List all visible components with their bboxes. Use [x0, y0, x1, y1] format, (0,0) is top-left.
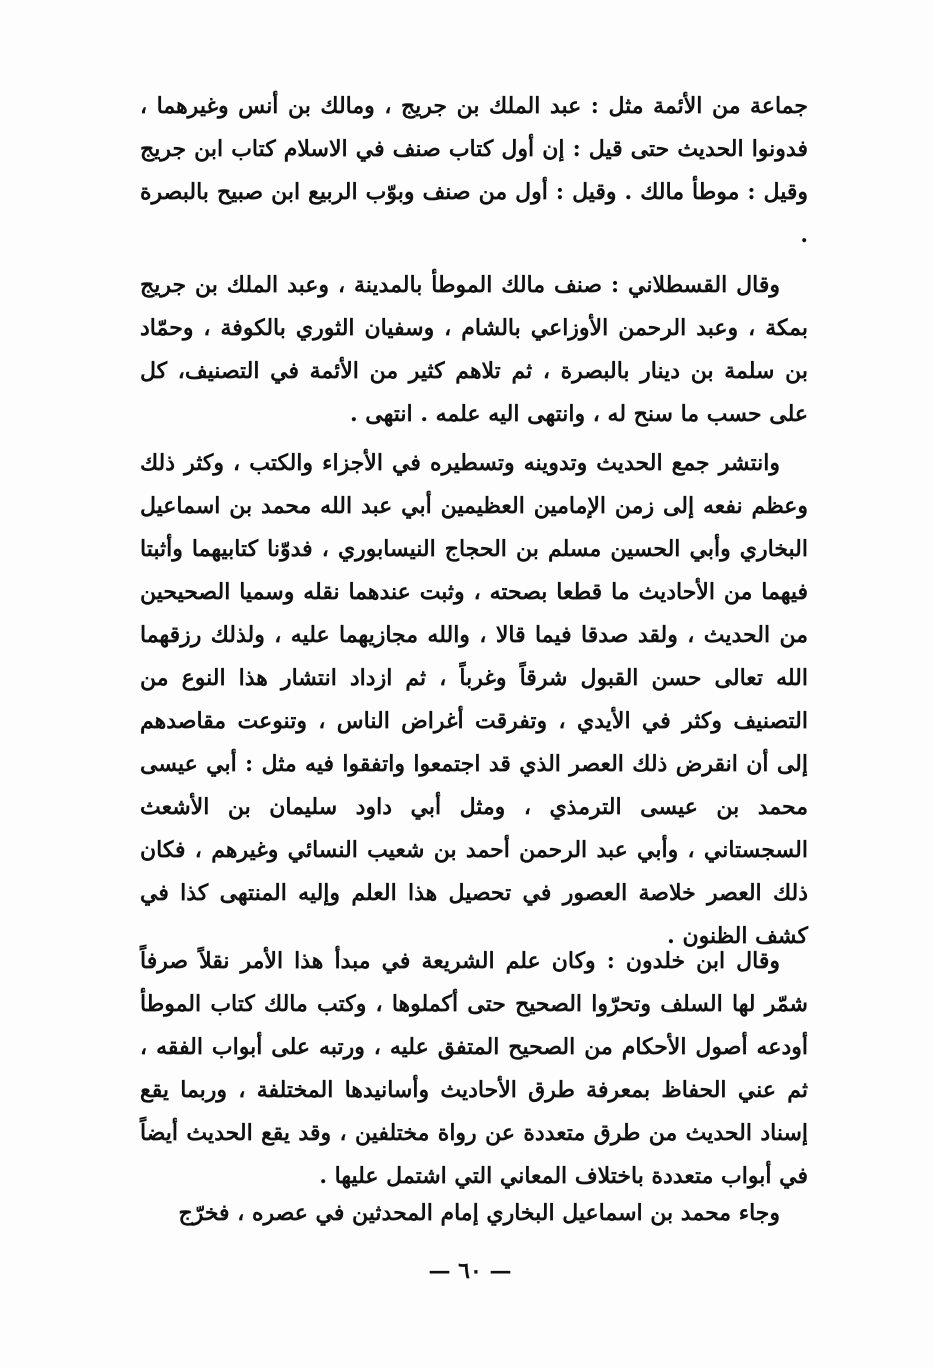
paragraph-1: [140, 85, 808, 257]
paragraph-2: [140, 264, 808, 436]
paragraph-text: وقال ابن خلدون : وكان علم الشريعة في مبدأ هذا الأمر نقلاً صرفاً شمّر لها السلف وتحرّوا الصحيح حتى أكملوها ، وكتب مالك كتاب الموطأ أودعه أصول الأحكام من الصحيح المتفق عليه ، ورتبه على أبواب الفقه ، ثم عني الحفاظ بمعرفة طرق الأحاديث وأسانيدها المختلفة ، وربما يقع إسناد الحديث من طرق متعددة عن رواة مختلفين ، وقد يقع الحديث أيضاً في أبواب متعددة باختلاف المعاني التي اشتمل عليها .: [140, 948, 808, 1189]
paragraph-4: [140, 940, 808, 1198]
paragraph-3: [140, 442, 808, 958]
page-number: — ٦٠ —: [428, 1258, 512, 1284]
paragraph-text: وانتشر جمع الحديث وتدوينه وتسطيره في الأجزاء والكتب ، وكثر ذلك وعظم نفعه إلى زمن الإمامين العظيمين أبي عبد الله محمد بن اسماعيل البخاري وأبي الحسين مسلم بن الحجاج النيسابوري ، فدوّنا كتابيهما وأثبتا فيهما من الأحاديث ما قطعا بصحته ، وثبت عندهما نقله وسميا الصحيحين من الحديث ، ولقد صدقا فيما قالا ، والله مجازيهما عليه ، ولذلك رزقهما الله تعالى حسن القبول شرقاً وغرباً ، ثم ازداد انتشار هذا النوع من التصنيف وكثر في الأيدي ، وتفرقت أغراض الناس ، وتنوعت مقاصدهم إلى أن انقرض ذلك العصر الذي قد اجتمعوا واتفقوا فيه مثل : أبي عيسى محمد بن عيسى الترمذي ، ومثل أبي داود سليمان بن الأشعث السجستاني ، وأبي عبد الرحمن أحمد بن شعيب النسائي وغيرهم ، فكان ذلك العصر خلاصة العصور في تحصيل هذا العلم وإليه المنتهى كذا في كشف الظنون .: [140, 450, 808, 949]
paragraph-5: [140, 1192, 808, 1235]
paragraph-text: جماعة من الأئمة مثل : عبد الملك بن جريج ، ومالك بن أنس وغيرهما ، فدونوا الحديث حتى قيل : إن أول كتاب صنف في الاسلام كتاب ابن جريج وقيل : موطأ مالك . وقيل : أول من صنف وبوّب الربيع ابن صبيح بالبصرة .: [140, 93, 808, 248]
paragraph-text: وجاء محمد بن اسماعيل البخاري إمام المحدثين في عصره ، فخرّج: [178, 1200, 780, 1226]
paragraph-text: وقال القسطلاني : صنف مالك الموطأ بالمدينة ، وعبد الملك بن جريج بمكة ، وعبد الرحمن الأوزاعي بالشام ، وسفيان الثوري بالكوفة ، وحمّاد بن سلمة بن دينار بالبصرة ، ثم تلاهم كثير من الأئمة في التصنيف، كل على حسب ما سنح له ، وانتهى اليه علمه . انتهى .: [140, 272, 808, 427]
